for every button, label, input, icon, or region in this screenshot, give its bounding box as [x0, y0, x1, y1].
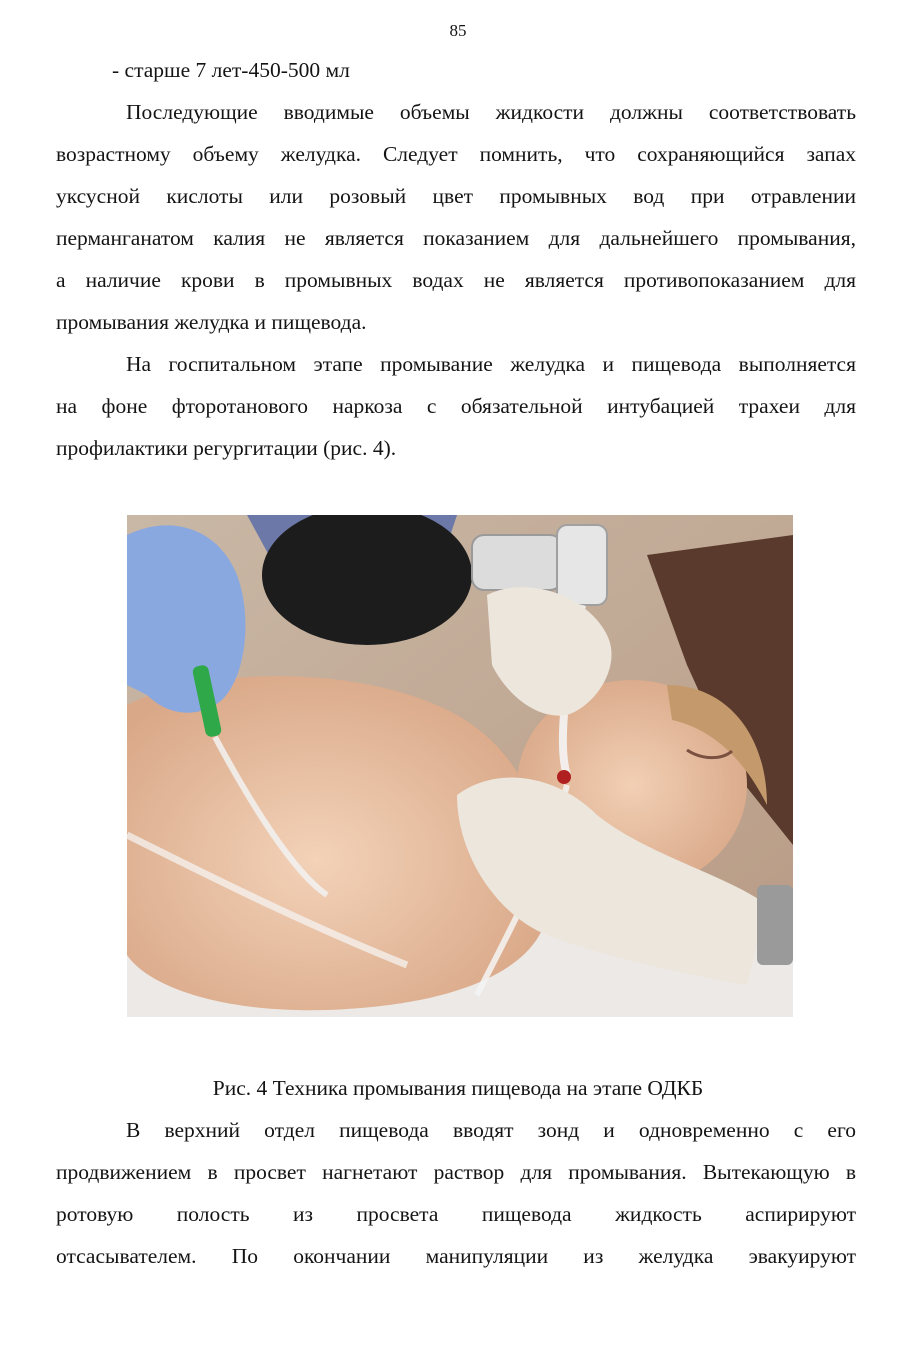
page-number: 85: [449, 21, 467, 40]
paragraph-line: ротовую полость из просвета пищевода жидкость аспирируют: [56, 1202, 856, 1226]
mouth: [557, 770, 571, 784]
paragraph-line: На госпитальном этапе промывание желудка и пищевода выполняется: [126, 352, 856, 376]
photo-illustration: [127, 515, 793, 1017]
paragraph-line: промывания желудка и пищевода.: [56, 310, 367, 334]
list-item: - старше 7 лет-450-500 мл: [112, 58, 350, 82]
paragraph-line: а наличие крови в промывных водах не является противопоказанием для: [56, 268, 856, 292]
paragraph-line: возрастному объему желудка. Следует помнить, что сохраняющийся запах: [56, 142, 856, 166]
wrist-watch: [757, 885, 793, 965]
figure-photo: [127, 515, 793, 1017]
tube-adapter: [557, 525, 607, 605]
paragraph-line: на фоне фторотанового наркоза с обязательной интубацией трахеи для: [56, 394, 856, 418]
paragraph-line: перманганатом калия не является показанием для дальнейшего промывания,: [56, 226, 856, 250]
paragraph-line: Последующие вводимые объемы жидкости должны соответствовать: [126, 100, 856, 124]
paragraph-line: В верхний отдел пищевода вводят зонд и одновременно с его: [126, 1118, 856, 1142]
circuit-connector: [472, 535, 562, 590]
paragraph-line: профилактики регургитации (рис. 4).: [56, 436, 397, 460]
paragraph-line: отсасывателем. По окончании манипуляции из желудка эвакуируют: [56, 1244, 856, 1268]
paragraph-line: продвижением в просвет нагнетают раствор для промывания. Вытекающую в: [56, 1160, 856, 1184]
paragraph-line: уксусной кислоты или розовый цвет промывных вод при отравлении: [56, 184, 856, 208]
figure-caption: Рис. 4 Техника промывания пищевода на этапе ОДКБ: [212, 1076, 704, 1100]
